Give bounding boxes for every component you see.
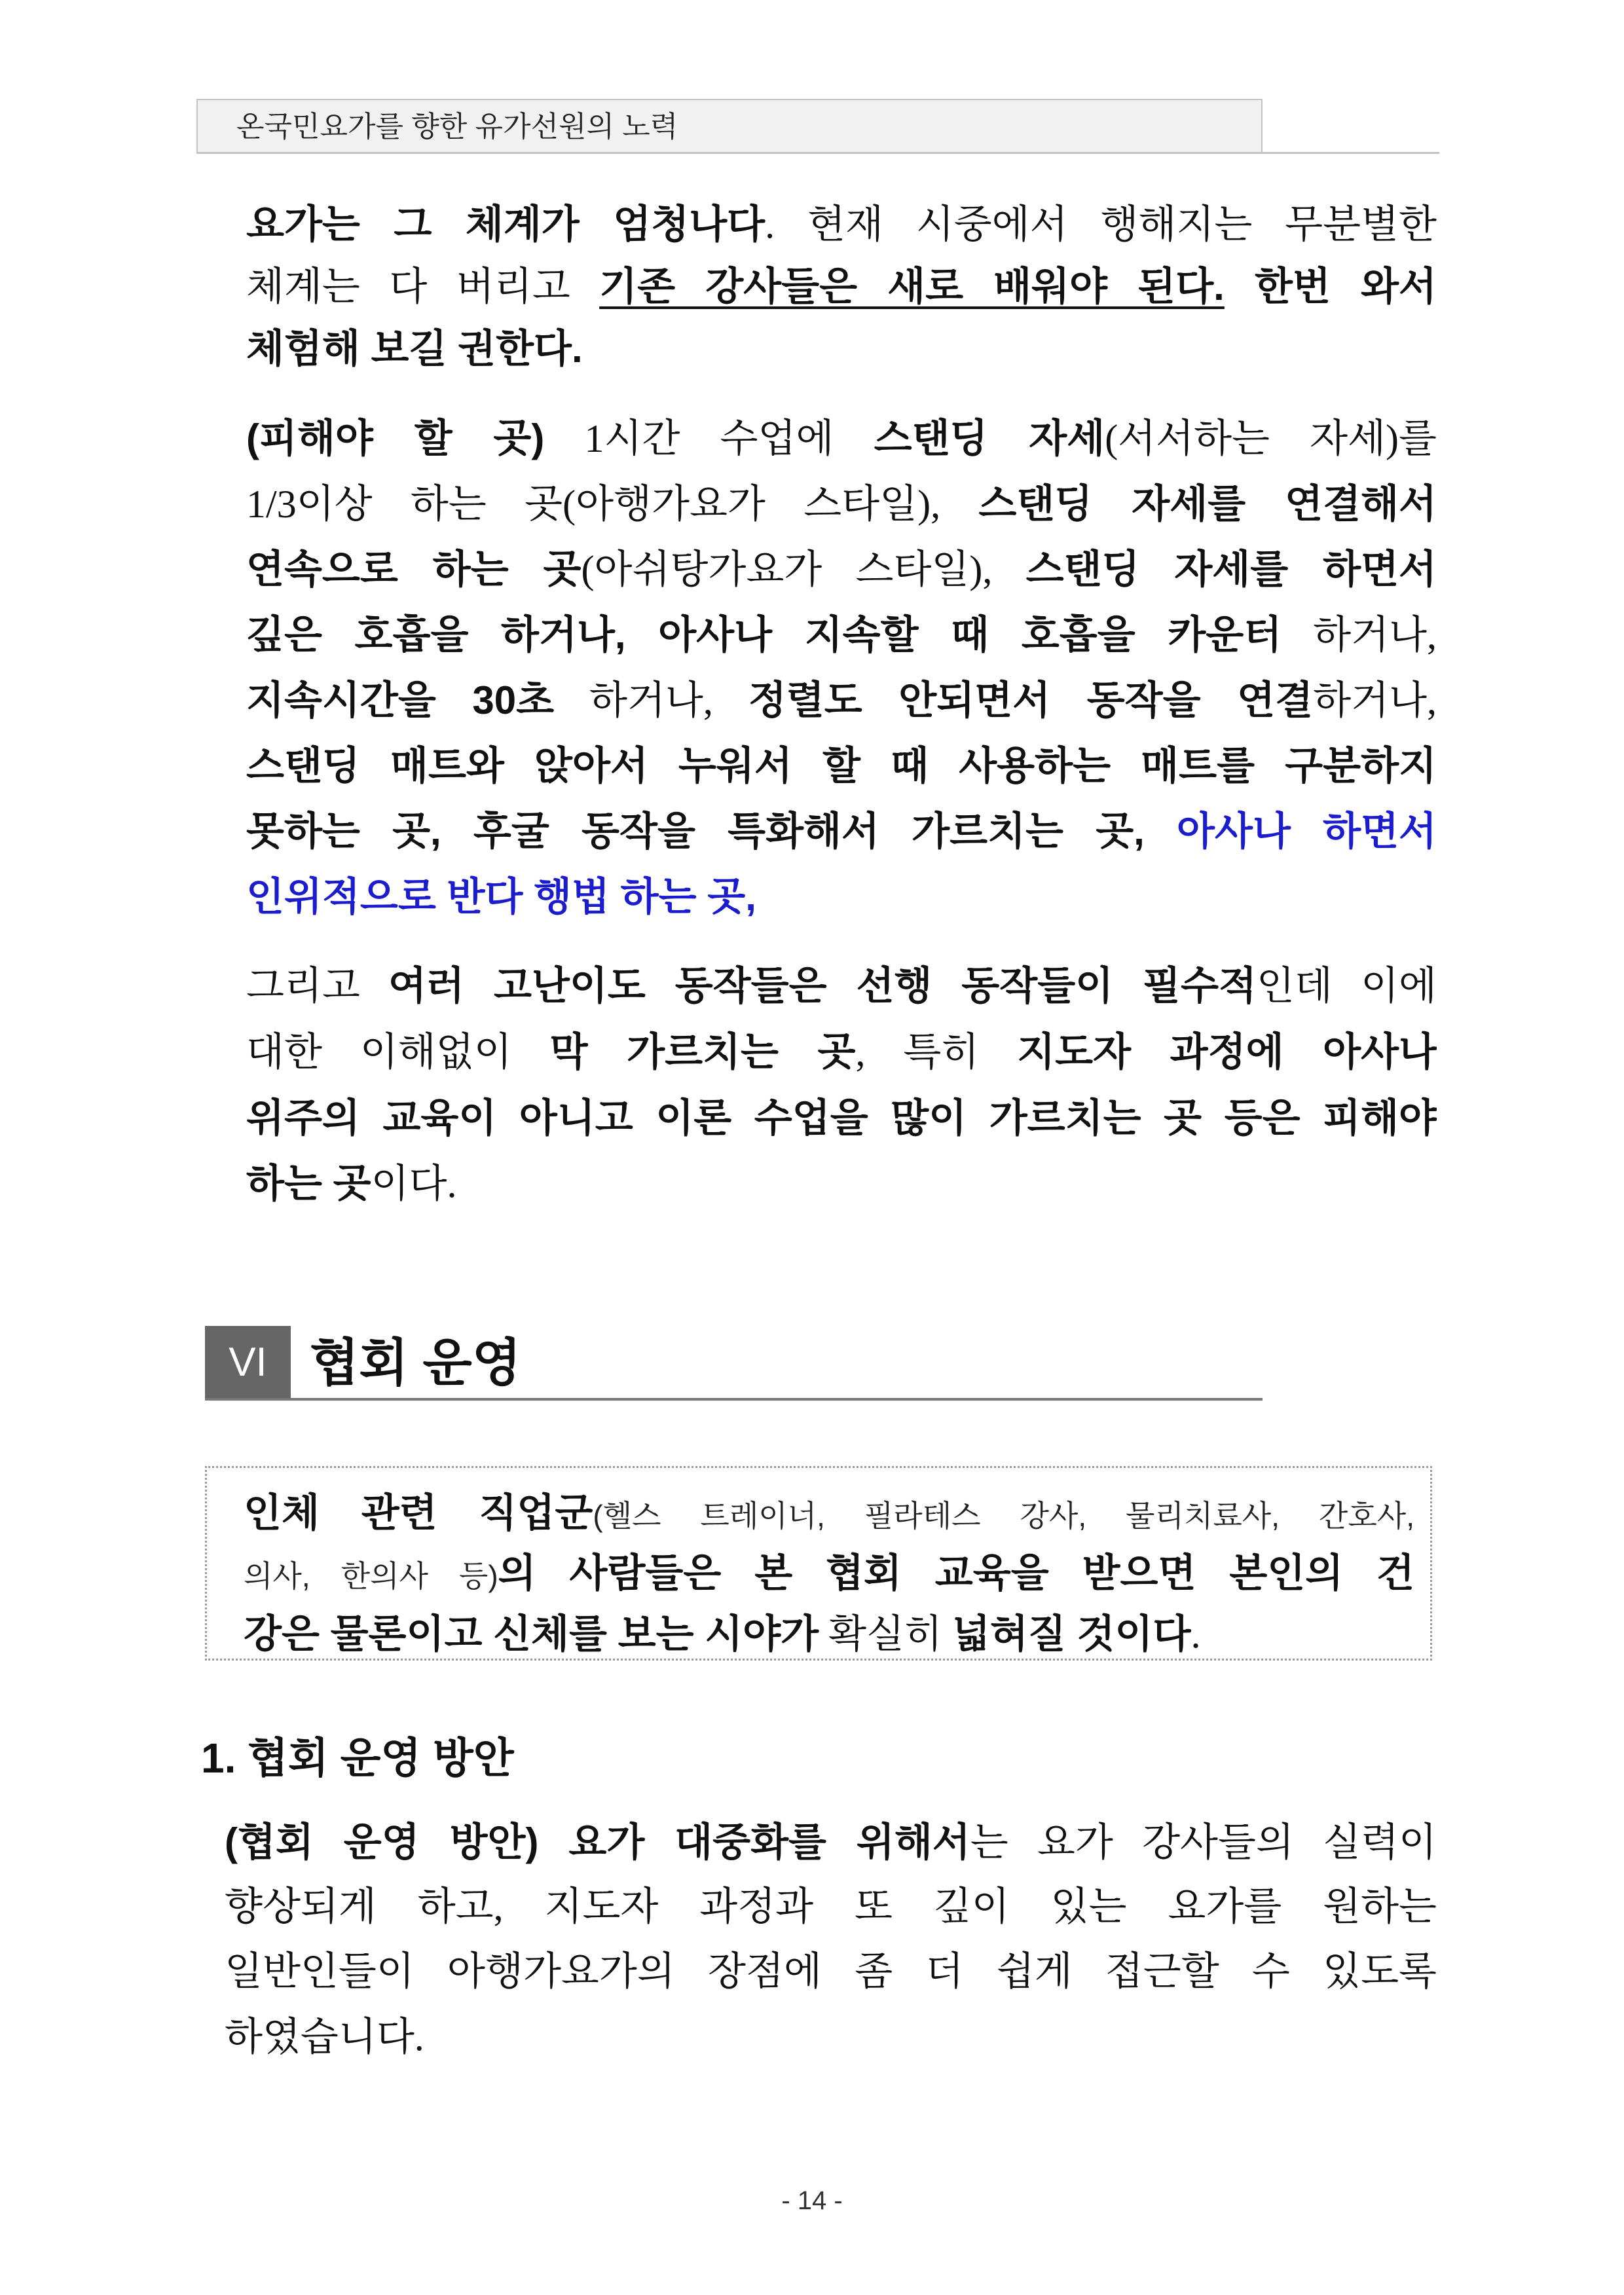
blue-highlight-text: 인위적으로 반다 행법 하는 곳,	[246, 875, 756, 919]
paragraph-line	[246, 799, 1437, 864]
plain-text: 대한 이해없이	[246, 1031, 550, 1074]
bold-text: 정렬도 안되면서 동작을 연결	[748, 678, 1314, 722]
small-text: (헬스 트레이너, 필라테스 강사, 물리치료사, 간호사,	[593, 1499, 1414, 1533]
plain-text: .	[1190, 1613, 1201, 1656]
callout-box	[205, 1466, 1432, 1661]
running-header	[196, 99, 1263, 153]
paragraph-line	[246, 406, 1437, 471]
page-number: - 14 -	[781, 2186, 843, 2215]
plain-text: 하거나,	[1282, 614, 1437, 657]
running-header-title: 온국민요가를 향한 유가선원의 노력	[236, 111, 678, 143]
plain-text: 인데 이에	[1256, 964, 1437, 1008]
paragraph-line	[225, 1875, 1437, 1939]
paragraph-line	[246, 255, 1437, 318]
paragraph-line	[225, 2005, 1437, 2070]
section-number-box	[205, 1326, 291, 1399]
bold-text: 막 가르치는 곳	[549, 1030, 856, 1074]
plain-text: 그리고	[246, 964, 389, 1008]
header-rule	[196, 152, 1439, 154]
plain-text: 확실히	[819, 1613, 953, 1656]
bold-text: 인체 관련 직업군	[244, 1491, 593, 1535]
underlined-bold-text: 기존 강사들은 새로 배워야 된다.	[599, 265, 1225, 308]
paragraph-line	[246, 193, 1437, 255]
section-title: 협회 운영	[310, 1334, 522, 1391]
plain-text: (아쉬탕가요가 스타일),	[581, 548, 1026, 591]
plain-text: 1시간 수업에	[544, 417, 874, 460]
bold-text: (협회 운영 방안) 요가 대중화를 위해서	[225, 1820, 970, 1864]
plain-text: 향상되게 하고, 지도자 과정과 또 깊이 있는 요가를 원하는	[225, 1885, 1437, 1928]
plain-text: 1/3이상 하는 곳(아행가요가 스타일),	[246, 483, 979, 526]
plain-text: 하거나,	[1313, 679, 1437, 722]
plain-text: . 현재 시중에서 행해지는 무분별한	[765, 203, 1437, 246]
bold-text: 지도자 과정에 아사나	[1017, 1030, 1437, 1074]
paragraph-line	[225, 1939, 1437, 2004]
paragraph-line	[246, 733, 1437, 799]
bold-text: 넓혀질 것이다	[952, 1612, 1191, 1656]
paragraph-line	[246, 1151, 1437, 1217]
bold-text: 여러 고난이도 동작들은 선행 동작들이 필수적	[388, 964, 1257, 1008]
paragraph-line	[246, 668, 1437, 733]
bold-text: 못하는 곳, 후굴 동작을 특화해서 가르치는 곳,	[246, 809, 1177, 853]
plain-text: 체계는 다 버리고	[246, 265, 600, 308]
paragraph-line	[246, 318, 1437, 380]
bold-text: 스탠딩 자세를 연결해서	[978, 482, 1437, 526]
bold-text: 위주의 교육이 아니고 이론 수업을 많이 가르치는 곳 등은 피해야	[246, 1096, 1437, 1140]
bold-text: 스탠딩 매트와 앉아서 누워서 할 때 사용하는 매트를 구분하지	[246, 744, 1437, 788]
bold-text: 한번 와서	[1224, 265, 1437, 308]
plain-text: 이다.	[371, 1162, 457, 1205]
small-text: 의사, 한의사 등)	[244, 1559, 498, 1593]
paragraph-line	[246, 1019, 1437, 1085]
bold-text: 요가는 그 체계가 엄청나다	[246, 202, 766, 246]
callout-line	[244, 1543, 1414, 1604]
bold-text: 지속시간을 30초	[246, 678, 555, 722]
blue-highlight-text: 아사나 하면서	[1177, 809, 1437, 853]
plain-text: , 특히	[855, 1031, 1018, 1074]
section-number: VI	[229, 1340, 267, 1385]
subsection-title: 1. 협회 운영 방안	[201, 1735, 514, 1782]
plain-text: 일반인들이 아행가요가의 장점에 좀 더 쉽게 접근할 수 있도록	[225, 1950, 1437, 1993]
bold-text: 깊은 호흡을 하거나, 아사나 지속할 때 호흡을 카운터	[246, 613, 1282, 657]
bold-text: 강은 물론이고 신체를 보는 시야가	[244, 1612, 819, 1656]
paragraph-line	[246, 953, 1437, 1019]
paragraph-line	[246, 1086, 1437, 1151]
paragraph-line	[225, 1810, 1437, 1875]
bold-text: 의 사람들은 본 협회 교육을 받으면 본인의 건	[498, 1551, 1414, 1595]
bold-text: 연속으로 하는 곳	[246, 547, 581, 591]
plain-text: (서서하는 자세)를	[1105, 417, 1437, 460]
bold-text: 스탠딩 자세를 하면서	[1025, 547, 1437, 591]
plain-text: 하거나,	[554, 679, 748, 722]
callout-line	[244, 1483, 1414, 1543]
paragraph-line	[246, 537, 1437, 602]
bold-text: 하는 곳	[246, 1162, 371, 1205]
bold-text: 스탠딩 자세	[874, 416, 1105, 460]
bold-text: (피해야 할 곳)	[246, 416, 545, 460]
paragraph-line	[246, 864, 1437, 930]
plain-text: 하였습니다.	[225, 2015, 424, 2059]
bold-text: 체험해 보길 권한다.	[246, 327, 583, 371]
paragraph-line	[246, 471, 1437, 537]
callout-line	[244, 1604, 1414, 1664]
paragraph-line	[246, 602, 1437, 668]
plain-text: 는 요가 강사들의 실력이	[970, 1821, 1437, 1864]
section-rule	[205, 1398, 1263, 1401]
